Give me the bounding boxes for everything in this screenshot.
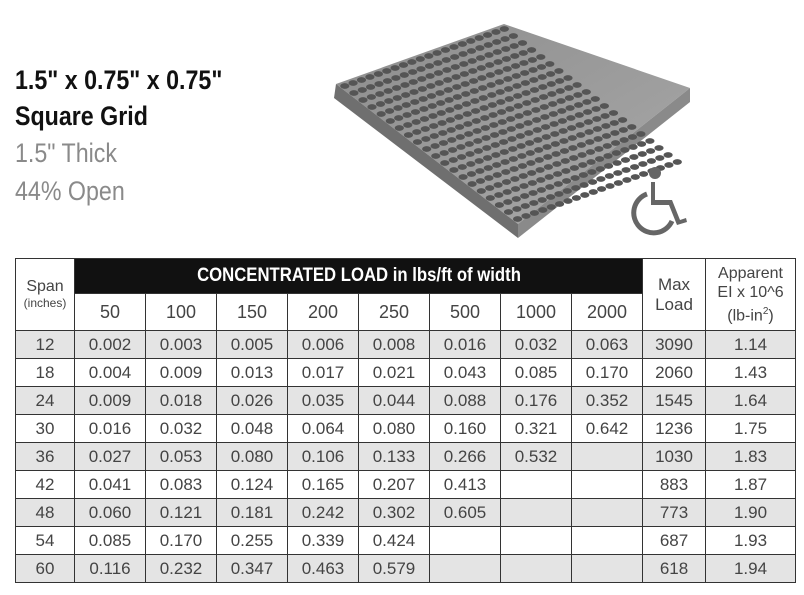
- load-column-header: 250: [359, 294, 430, 331]
- table-row: [16, 415, 796, 443]
- deflection-cell: 0.207: [359, 471, 430, 499]
- deflection-cell: [501, 471, 572, 499]
- ei-cell: 1.64: [706, 387, 796, 415]
- deflection-cell: [572, 555, 643, 583]
- load-column-header: 150: [217, 294, 288, 331]
- deflection-cell: [430, 555, 501, 583]
- deflection-cell: 0.255: [217, 527, 288, 555]
- deflection-cell: 0.021: [359, 359, 430, 387]
- max-load-cell: 773: [643, 499, 706, 527]
- product-open-area: 44% Open: [15, 176, 125, 206]
- ei-cell: 1.94: [706, 555, 796, 583]
- concentrated-load-header: CONCENTRATED LOAD in lbs/ft of width: [75, 259, 643, 294]
- deflection-cell: 0.006: [288, 331, 359, 359]
- load-column-header: 100: [146, 294, 217, 331]
- deflection-cell: [572, 443, 643, 471]
- span-cell: 42: [16, 471, 75, 499]
- deflection-cell: 0.053: [146, 443, 217, 471]
- deflection-cell: 0.160: [430, 415, 501, 443]
- deflection-cell: 0.063: [572, 331, 643, 359]
- deflection-cell: 0.032: [501, 331, 572, 359]
- span-cell: 60: [16, 555, 75, 583]
- table-row: [16, 471, 796, 499]
- deflection-cell: 0.413: [430, 471, 501, 499]
- deflection-cell: 0.124: [217, 471, 288, 499]
- apparent-ei-header: Apparent EI x 10^6 $(lb-in^2)$: [706, 259, 796, 331]
- deflection-cell: 0.605: [430, 499, 501, 527]
- deflection-cell: 0.048: [217, 415, 288, 443]
- deflection-cell: 0.176: [501, 387, 572, 415]
- deflection-cell: 0.579: [359, 555, 430, 583]
- deflection-cell: 0.352: [572, 387, 643, 415]
- load-column-header: 500: [430, 294, 501, 331]
- load-deflection-table: [15, 258, 796, 583]
- deflection-cell: 0.035: [288, 387, 359, 415]
- deflection-cell: 0.170: [572, 359, 643, 387]
- deflection-cell: 0.027: [75, 443, 146, 471]
- table-row: [16, 331, 796, 359]
- deflection-cell: 0.165: [288, 471, 359, 499]
- ei-cell: 1.14: [706, 331, 796, 359]
- deflection-cell: 0.532: [501, 443, 572, 471]
- deflection-cell: 0.085: [75, 527, 146, 555]
- product-type: Square Grid: [15, 101, 148, 131]
- deflection-cell: 0.106: [288, 443, 359, 471]
- deflection-cell: 0.085: [501, 359, 572, 387]
- table-row: [16, 387, 796, 415]
- ei-cell: 1.43: [706, 359, 796, 387]
- product-title-block: [15, 62, 256, 210]
- deflection-cell: 0.005: [217, 331, 288, 359]
- load-column-header: 1000: [501, 294, 572, 331]
- deflection-cell: 0.321: [501, 415, 572, 443]
- deflection-cell: 0.181: [217, 499, 288, 527]
- deflection-cell: [501, 499, 572, 527]
- deflection-cell: 0.041: [75, 471, 146, 499]
- table-row: [16, 443, 796, 471]
- max-load-cell: 687: [643, 527, 706, 555]
- deflection-cell: [430, 527, 501, 555]
- deflection-cell: 0.009: [75, 387, 146, 415]
- span-cell: 18: [16, 359, 75, 387]
- deflection-cell: 0.016: [430, 331, 501, 359]
- product-dimensions: 1.5" x 0.75" x 0.75": [15, 65, 223, 95]
- deflection-cell: 0.013: [217, 359, 288, 387]
- ei-cell: 1.83: [706, 443, 796, 471]
- max-load-header: Max Load: [643, 259, 706, 331]
- deflection-cell: [572, 499, 643, 527]
- ei-cell: 1.90: [706, 499, 796, 527]
- load-column-header: 2000: [572, 294, 643, 331]
- span-cell: 24: [16, 387, 75, 415]
- max-load-cell: 883: [643, 471, 706, 499]
- deflection-cell: 0.302: [359, 499, 430, 527]
- deflection-cell: 0.170: [146, 527, 217, 555]
- deflection-cell: 0.080: [359, 415, 430, 443]
- deflection-cell: [501, 527, 572, 555]
- deflection-cell: 0.004: [75, 359, 146, 387]
- deflection-cell: 0.017: [288, 359, 359, 387]
- deflection-cell: 0.642: [572, 415, 643, 443]
- deflection-cell: 0.080: [217, 443, 288, 471]
- deflection-cell: [501, 555, 572, 583]
- deflection-cell: 0.016: [75, 415, 146, 443]
- deflection-cell: 0.116: [75, 555, 146, 583]
- span-cell: 48: [16, 499, 75, 527]
- wheelchair-icon: [628, 166, 698, 238]
- span-cell: 54: [16, 527, 75, 555]
- load-column-header: 200: [288, 294, 359, 331]
- deflection-cell: 0.060: [75, 499, 146, 527]
- deflection-cell: 0.064: [288, 415, 359, 443]
- table-row: [16, 527, 796, 555]
- deflection-cell: [572, 471, 643, 499]
- deflection-cell: 0.003: [146, 331, 217, 359]
- deflection-cell: 0.463: [288, 555, 359, 583]
- product-thickness: 1.5" Thick: [15, 138, 118, 168]
- deflection-cell: 0.232: [146, 555, 217, 583]
- ei-cell: 1.93: [706, 527, 796, 555]
- table-row: [16, 499, 796, 527]
- deflection-cell: 0.083: [146, 471, 217, 499]
- deflection-cell: 0.008: [359, 331, 430, 359]
- deflection-cell: 0.032: [146, 415, 217, 443]
- ei-cell: 1.75: [706, 415, 796, 443]
- deflection-cell: [572, 527, 643, 555]
- deflection-cell: 0.339: [288, 527, 359, 555]
- max-load-cell: 618: [643, 555, 706, 583]
- deflection-cell: 0.018: [146, 387, 217, 415]
- deflection-cell: 0.009: [146, 359, 217, 387]
- deflection-cell: 0.026: [217, 387, 288, 415]
- deflection-cell: 0.347: [217, 555, 288, 583]
- span-cell: 12: [16, 331, 75, 359]
- max-load-cell: 1236: [643, 415, 706, 443]
- load-column-header: 50: [75, 294, 146, 331]
- deflection-cell: 0.088: [430, 387, 501, 415]
- deflection-cell: 0.133: [359, 443, 430, 471]
- deflection-cell: 0.266: [430, 443, 501, 471]
- max-load-cell: 3090: [643, 331, 706, 359]
- deflection-cell: 0.044: [359, 387, 430, 415]
- span-cell: 36: [16, 443, 75, 471]
- max-load-cell: 1030: [643, 443, 706, 471]
- table-row: [16, 555, 796, 583]
- max-load-cell: 1545: [643, 387, 706, 415]
- deflection-cell: 0.424: [359, 527, 430, 555]
- table-row: [16, 359, 796, 387]
- ei-cell: 1.87: [706, 471, 796, 499]
- span-cell: 30: [16, 415, 75, 443]
- deflection-cell: 0.043: [430, 359, 501, 387]
- deflection-cell: 0.121: [146, 499, 217, 527]
- deflection-cell: 0.242: [288, 499, 359, 527]
- span-header: Span (inches): [16, 259, 75, 331]
- max-load-cell: 2060: [643, 359, 706, 387]
- deflection-cell: 0.002: [75, 331, 146, 359]
